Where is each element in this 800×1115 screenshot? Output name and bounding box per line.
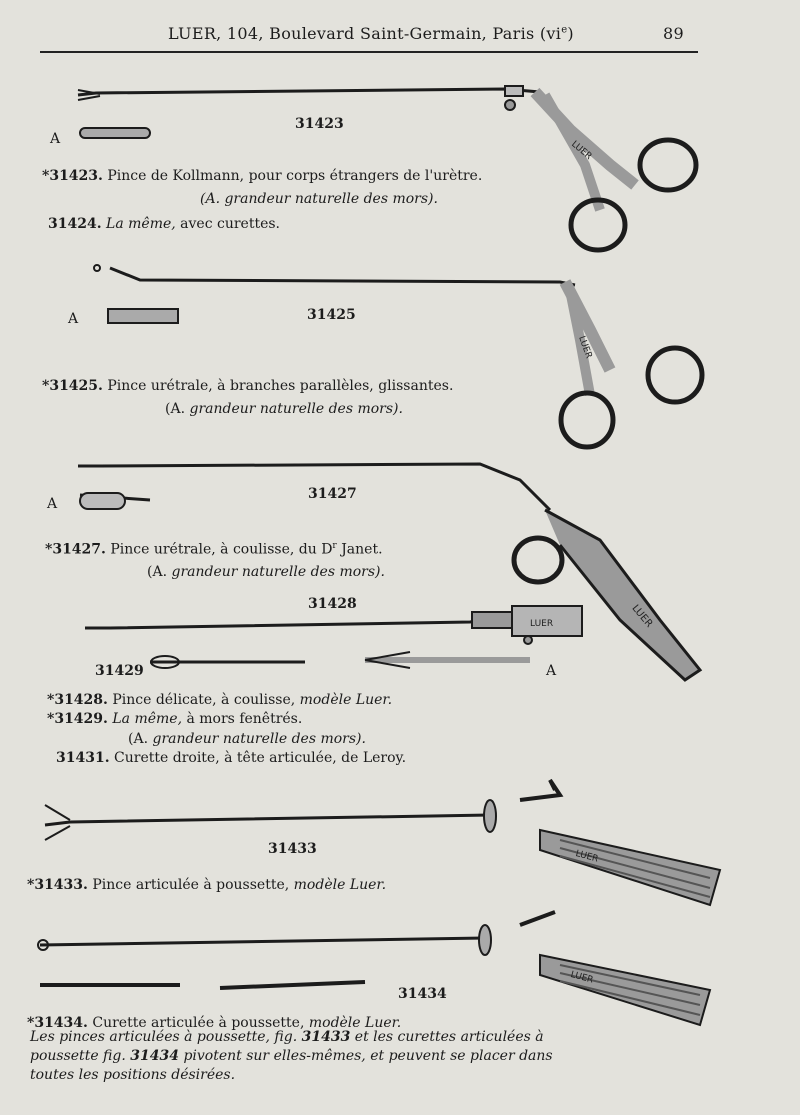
page-number: 89 [663, 24, 684, 43]
caption-31431: 31431. Curette droite, à tête articulée, de Leroy. [56, 750, 407, 766]
curette-31434-drawing [38, 912, 710, 1025]
caption-31423: *31423. Pince de Kollmann, pour corps étrangers de l'urètre. [42, 168, 483, 184]
closing-note: Les pinces articulées à poussette, fig. 31433 et les curettes articulées à poussette fig. 31434 pivotent sur elles-mêmes, et peuvent se placer dans toutes les positions désirées. [30, 1029, 553, 1083]
label-a-31427: A [47, 496, 58, 512]
figure-number-31434: 31434 [398, 986, 447, 1002]
caption-31429: *31429. La même, à mors fenêtrés. [47, 711, 303, 727]
label-a-31425: A [68, 311, 79, 327]
caption-31427: *31427. Pince urétrale, à coulisse, du $D^r$ Janet. [45, 541, 383, 558]
caption-31423-sub: (A. grandeur naturelle des mors). [200, 191, 438, 207]
figure-number-31423: 31423 [295, 116, 344, 132]
caption-31428: *31428. Pince délicate, à coulisse, modèle Luer. [47, 692, 393, 708]
caption-31425-sub: (A. grandeur naturelle des mors). [165, 401, 403, 417]
caption-31425: *31425. Pince urétrale, à branches parallèles, glissantes. [42, 378, 454, 394]
brand-mark-31423: LUER [569, 139, 594, 162]
label-a-31423: A [50, 131, 61, 147]
label-a-31429: A [546, 663, 557, 679]
brand-mark-31428: LUER [530, 619, 554, 629]
brand-mark-31434: LUER [569, 969, 595, 986]
figure-number-31433: 31433 [268, 841, 317, 857]
caption-31433: *31433. Pince articulée à poussette, modèle Luer. [27, 877, 387, 893]
figure-number-31429: 31429 [95, 663, 144, 679]
forceps-31425-drawing [94, 265, 702, 447]
brand-mark-31433: LUER [574, 848, 600, 865]
caption-31434: *31434. Curette articulée à poussette, modèle Luer. [27, 1015, 402, 1031]
caption-31424: 31424. La même, avec curettes. [48, 216, 281, 232]
brand-mark-31427: LUER [629, 603, 655, 630]
header-title: LUER, 104, Boulevard Saint-Germain, Paris $(vi^e)$ [168, 24, 574, 43]
forceps-31429-drawing [150, 652, 530, 668]
figure-number-31427: 31427 [308, 486, 357, 502]
figure-number-31428: 31428 [308, 596, 357, 612]
caption-31427-sub: (A. grandeur naturelle des mors). [147, 564, 385, 580]
brand-mark-31425: LUER [576, 334, 594, 360]
caption-31429-sub: (A. grandeur naturelle des mors). [128, 731, 366, 747]
figure-number-31425: 31425 [307, 307, 356, 323]
